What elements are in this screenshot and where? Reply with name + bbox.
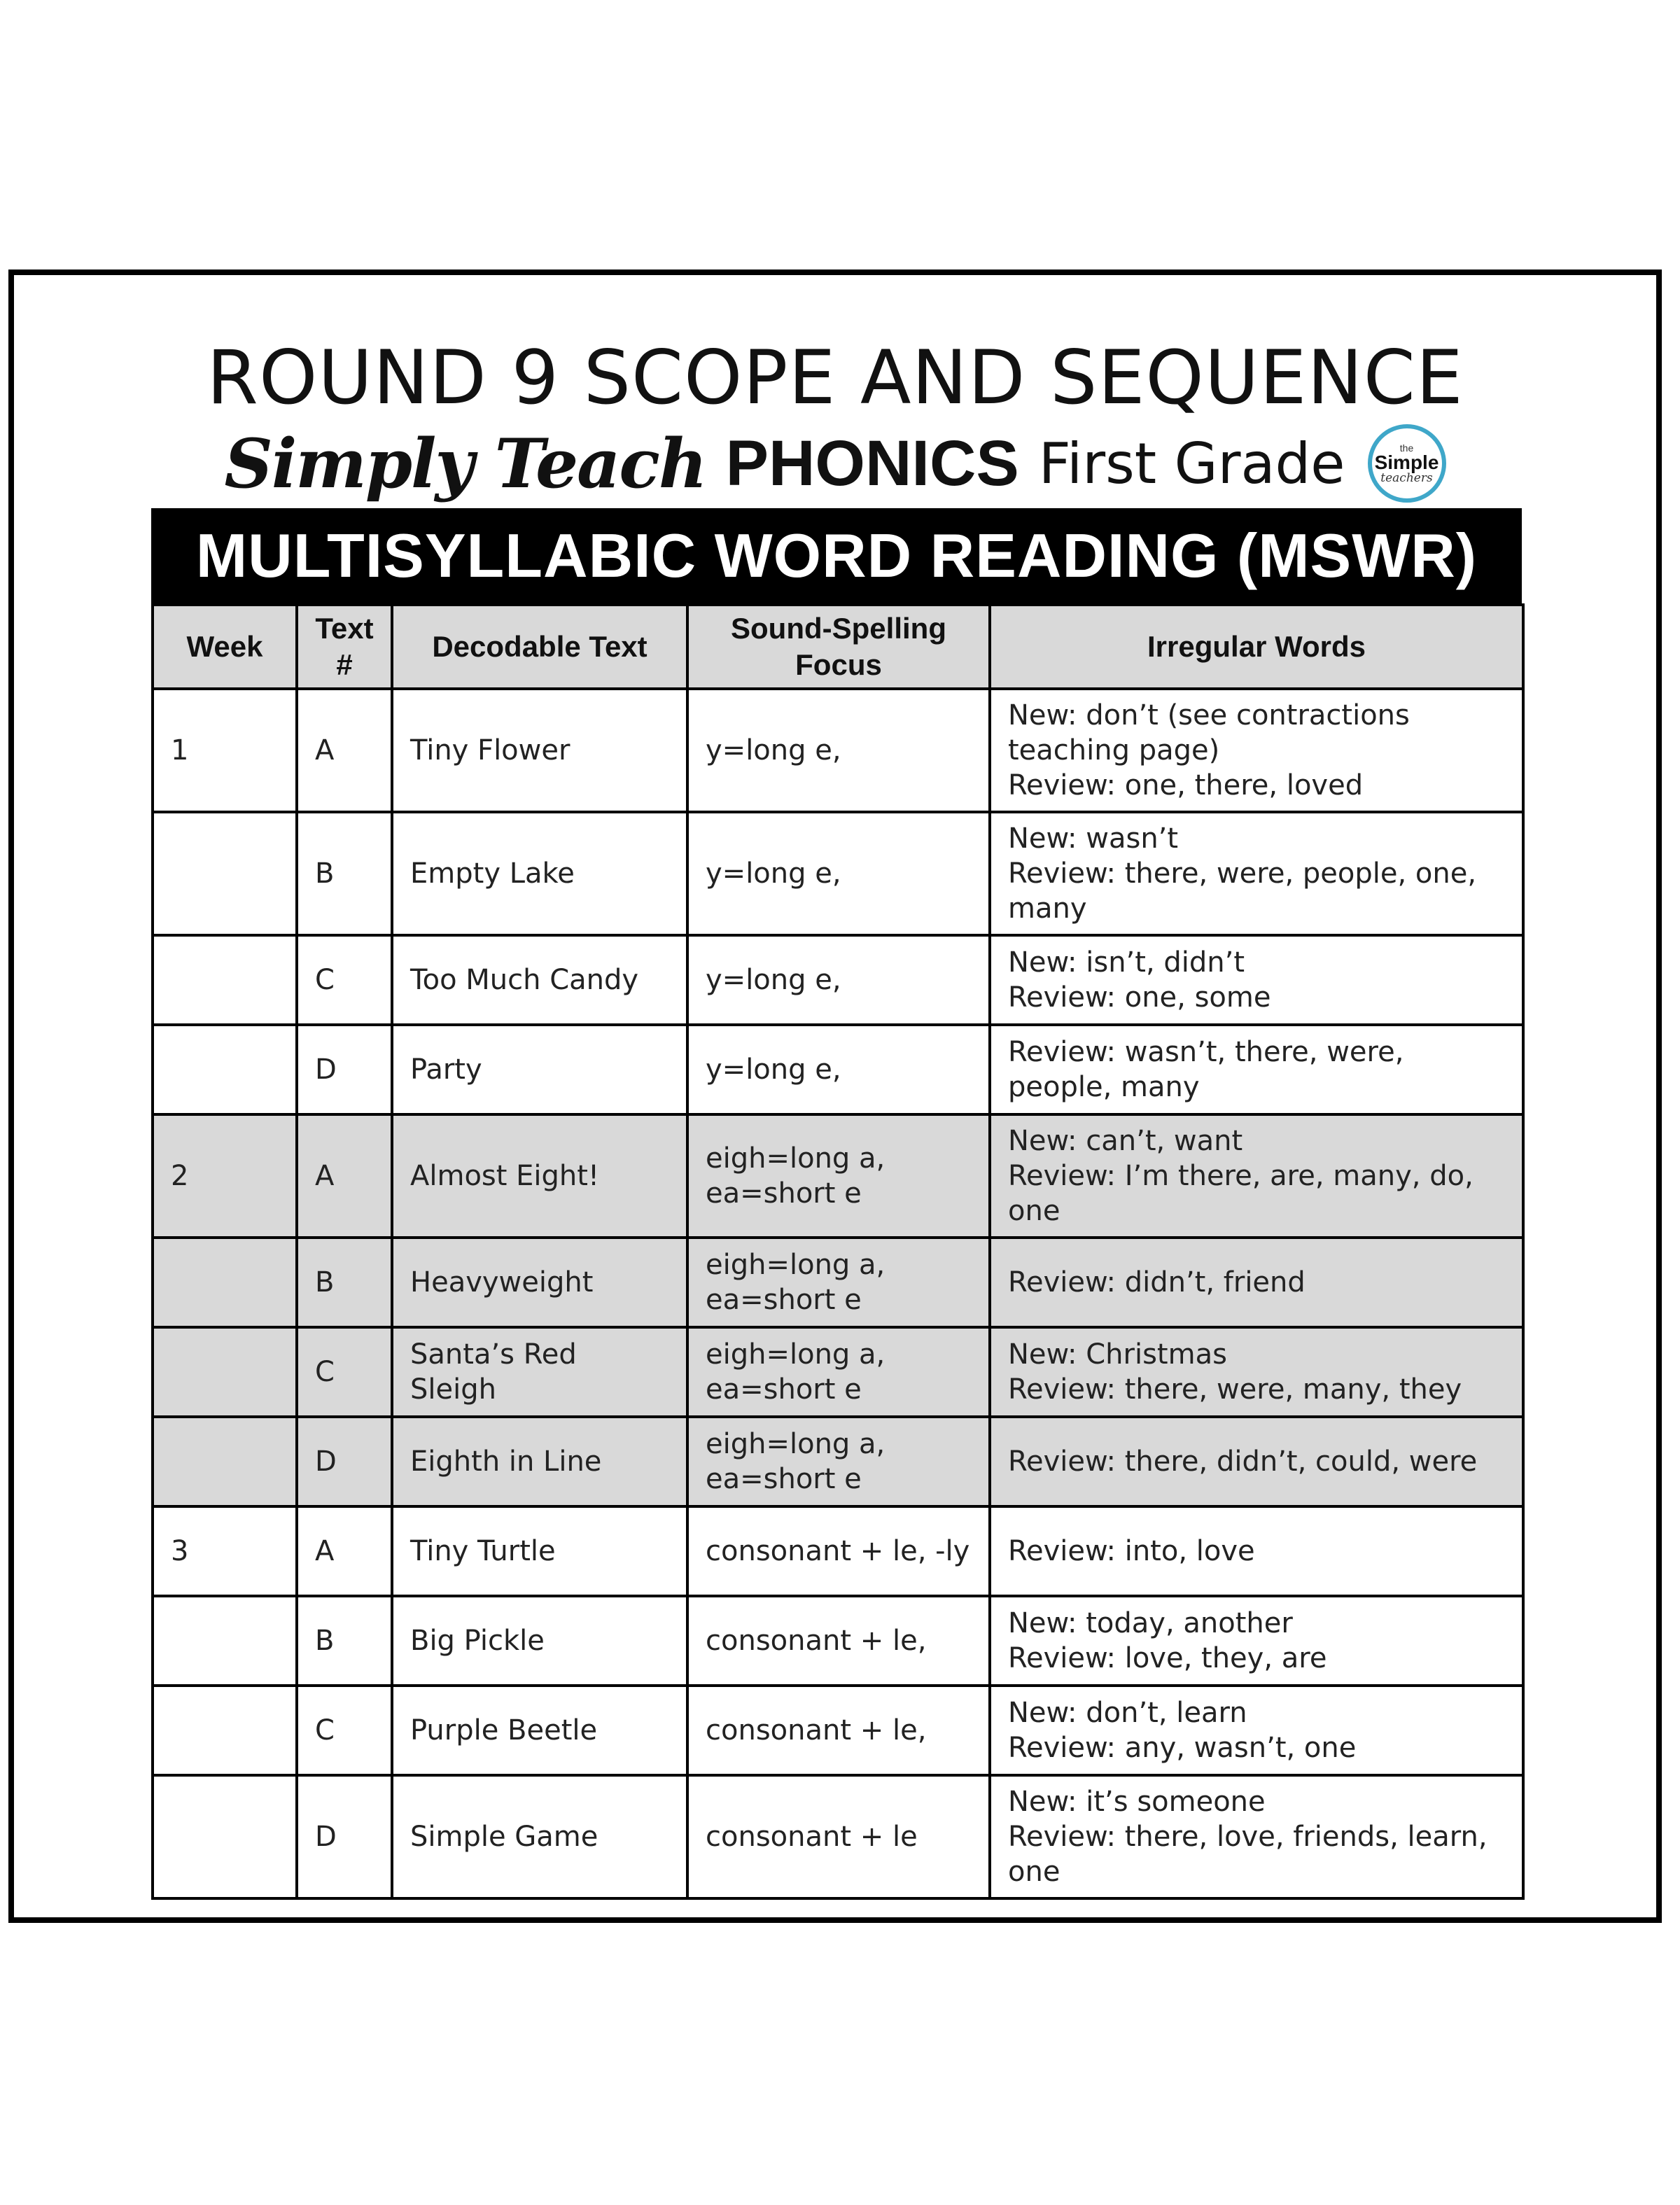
irregular-words-cell: New: Christmas Review: there, were, many, they <box>990 1327 1523 1417</box>
text-number-cell: B <box>297 1596 392 1686</box>
sound-spelling-focus-cell: eigh=long a, ea=short e <box>687 1417 990 1506</box>
text-number-cell: A <box>297 689 392 812</box>
irregular-words-cell: Review: into, love <box>990 1506 1523 1596</box>
sound-spelling-focus-cell: eigh=long a, ea=short e <box>687 1238 990 1327</box>
header-decodable-text: Decodable Text <box>392 605 687 689</box>
brand-phonics: PHONICS <box>725 427 1019 499</box>
decodable-text-cell: Too Much Candy <box>392 935 687 1025</box>
week-cell <box>153 1596 297 1686</box>
irregular-words-cell: New: today, another Review: love, they, are <box>990 1596 1523 1686</box>
decodable-text-cell: Heavyweight <box>392 1238 687 1327</box>
text-number-cell: B <box>297 812 392 935</box>
text-number-cell: C <box>297 935 392 1025</box>
decodable-text-cell: Tiny Flower <box>392 689 687 812</box>
table-body <box>153 689 1523 1898</box>
text-number-cell: C <box>297 1327 392 1417</box>
week-cell <box>153 1025 297 1114</box>
simple-teachers-logo-icon <box>1368 424 1446 503</box>
header-text-number: Text # <box>297 605 392 689</box>
week-cell <box>153 1775 297 1898</box>
text-number-cell: C <box>297 1686 392 1775</box>
decodable-text-cell: Big Pickle <box>392 1596 687 1686</box>
sound-spelling-focus-cell: eigh=long a, ea=short e <box>687 1327 990 1417</box>
week-cell <box>153 812 297 935</box>
sound-spelling-focus-cell: y=long e, <box>687 935 990 1025</box>
page-frame <box>8 270 1662 1923</box>
week-cell: 2 <box>153 1114 297 1238</box>
sound-spelling-focus-cell: consonant + le, -ly <box>687 1506 990 1596</box>
table-row <box>153 689 1523 812</box>
table-row <box>153 1238 1523 1327</box>
table-row <box>153 1686 1523 1775</box>
irregular-words-cell: Review: wasn’t, there, were, people, many <box>990 1025 1523 1114</box>
logo-text-top: the <box>1399 442 1414 454</box>
sound-spelling-focus-cell: consonant + le, <box>687 1596 990 1686</box>
table-row <box>153 1775 1523 1898</box>
irregular-words-cell: New: wasn’t Review: there, were, people, one, many <box>990 812 1523 935</box>
table-row <box>153 1114 1523 1238</box>
text-number-cell: A <box>297 1114 392 1238</box>
brand-script: Simply Teach <box>224 424 706 503</box>
logo-text-bot: teachers <box>1380 470 1433 485</box>
week-cell <box>153 1686 297 1775</box>
brand-line <box>14 425 1656 502</box>
table-banner: MULTISYLLABIC WORD READING (MSWR) <box>151 508 1522 603</box>
table-row <box>153 1417 1523 1506</box>
week-cell <box>153 1417 297 1506</box>
irregular-words-cell: New: it’s someone Review: there, love, friends, learn, one <box>990 1775 1523 1898</box>
decodable-text-cell: Simple Game <box>392 1775 687 1898</box>
sequence-table <box>151 603 1525 1900</box>
irregular-words-cell: New: don’t (see contractions teaching page) Review: one, there, loved <box>990 689 1523 812</box>
table-row <box>153 935 1523 1025</box>
table-row <box>153 812 1523 935</box>
irregular-words-cell: New: isn’t, didn’t Review: one, some <box>990 935 1523 1025</box>
week-cell: 1 <box>153 689 297 812</box>
irregular-words-cell: New: can’t, want Review: I’m there, are, many, do, one <box>990 1114 1523 1238</box>
sound-spelling-focus-cell: consonant + le, <box>687 1686 990 1775</box>
sound-spelling-focus-cell: y=long e, <box>687 812 990 935</box>
sound-spelling-focus-cell: y=long e, <box>687 1025 990 1114</box>
grade-label: First Grade <box>1038 430 1345 496</box>
table-row <box>153 1596 1523 1686</box>
irregular-words-cell: Review: didn’t, friend <box>990 1238 1523 1327</box>
header-irregular-words: Irregular Words <box>990 605 1523 689</box>
decodable-text-cell: Santa’s Red Sleigh <box>392 1327 687 1417</box>
week-cell <box>153 1327 297 1417</box>
decodable-text-cell: Tiny Turtle <box>392 1506 687 1596</box>
sound-spelling-focus-cell: consonant + le <box>687 1775 990 1898</box>
text-number-cell: B <box>297 1238 392 1327</box>
week-cell <box>153 935 297 1025</box>
decodable-text-cell: Eighth in Line <box>392 1417 687 1506</box>
decodable-text-cell: Party <box>392 1025 687 1114</box>
scope-table <box>151 508 1522 1900</box>
table-row <box>153 1025 1523 1114</box>
page-title: ROUND 9 SCOPE AND SEQUENCE <box>206 335 1464 421</box>
irregular-words-cell: Review: there, didn’t, could, were <box>990 1417 1523 1506</box>
table-header-row <box>153 605 1523 689</box>
decodable-text-cell: Purple Beetle <box>392 1686 687 1775</box>
table-row <box>153 1327 1523 1417</box>
decodable-text-cell: Empty Lake <box>392 812 687 935</box>
week-cell <box>153 1238 297 1327</box>
text-number-cell: D <box>297 1025 392 1114</box>
header-sound-spelling-focus: Sound-Spelling Focus <box>687 605 990 689</box>
decodable-text-cell: Almost Eight! <box>392 1114 687 1238</box>
sound-spelling-focus-cell: y=long e, <box>687 689 990 812</box>
week-cell: 3 <box>153 1506 297 1596</box>
header-week: Week <box>153 605 297 689</box>
table-row <box>153 1506 1523 1596</box>
irregular-words-cell: New: don’t, learn Review: any, wasn’t, one <box>990 1686 1523 1775</box>
text-number-cell: D <box>297 1417 392 1506</box>
logo-text-mid: Simple <box>1374 451 1439 473</box>
text-number-cell: A <box>297 1506 392 1596</box>
sound-spelling-focus-cell: eigh=long a, ea=short e <box>687 1114 990 1238</box>
text-number-cell: D <box>297 1775 392 1898</box>
